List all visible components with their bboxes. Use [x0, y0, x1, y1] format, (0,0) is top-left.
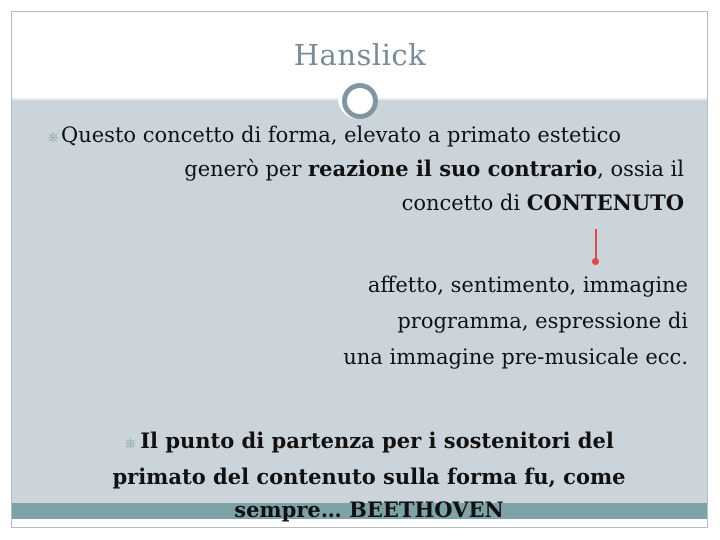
- list-item: affetto, sentimento, immagine: [367, 273, 688, 297]
- paragraph-2-line-3: sempre… BEETHOVEN: [234, 497, 504, 522]
- paragraph-2: [64, 424, 674, 526]
- paragraph-1-line-1: [47, 118, 622, 154]
- paragraph-1-line-2-bold: reazione il suo contrario: [308, 156, 598, 181]
- paragraph-2-line-1: [64, 424, 674, 460]
- paragraph-1-line-3-pre: concetto di: [401, 191, 527, 215]
- bullet-icon: ⎈: [124, 434, 137, 452]
- circle-ornament-icon: [342, 83, 378, 119]
- paragraph-1-line-1-text: Questo concetto di forma, elevato a primato estetico: [61, 123, 622, 147]
- list-item: programma, espressione di: [397, 309, 688, 333]
- arrow-dot-icon: [592, 258, 599, 265]
- paragraph-2-line-1-text: Il punto di partenza per i sostenitori del: [140, 428, 614, 453]
- paragraph-1-line-2: [184, 152, 684, 186]
- content-list: [343, 267, 688, 375]
- arrow-connector: [595, 229, 597, 261]
- bullet-icon: ⎈: [47, 128, 60, 146]
- paragraph-1-line-2-pre: generò per: [184, 157, 309, 181]
- paragraph-2-line-2: primato del contenuto sulla forma fu, come: [112, 464, 626, 489]
- list-item: una immagine pre-musicale ecc.: [343, 345, 688, 369]
- paragraph-1-line-3: [402, 186, 684, 220]
- paragraph-1-line-2-post: , ossia il: [597, 157, 684, 181]
- slide-title: Hanslick: [293, 38, 427, 72]
- paragraph-1-line-3-bold: CONTENUTO: [526, 190, 684, 215]
